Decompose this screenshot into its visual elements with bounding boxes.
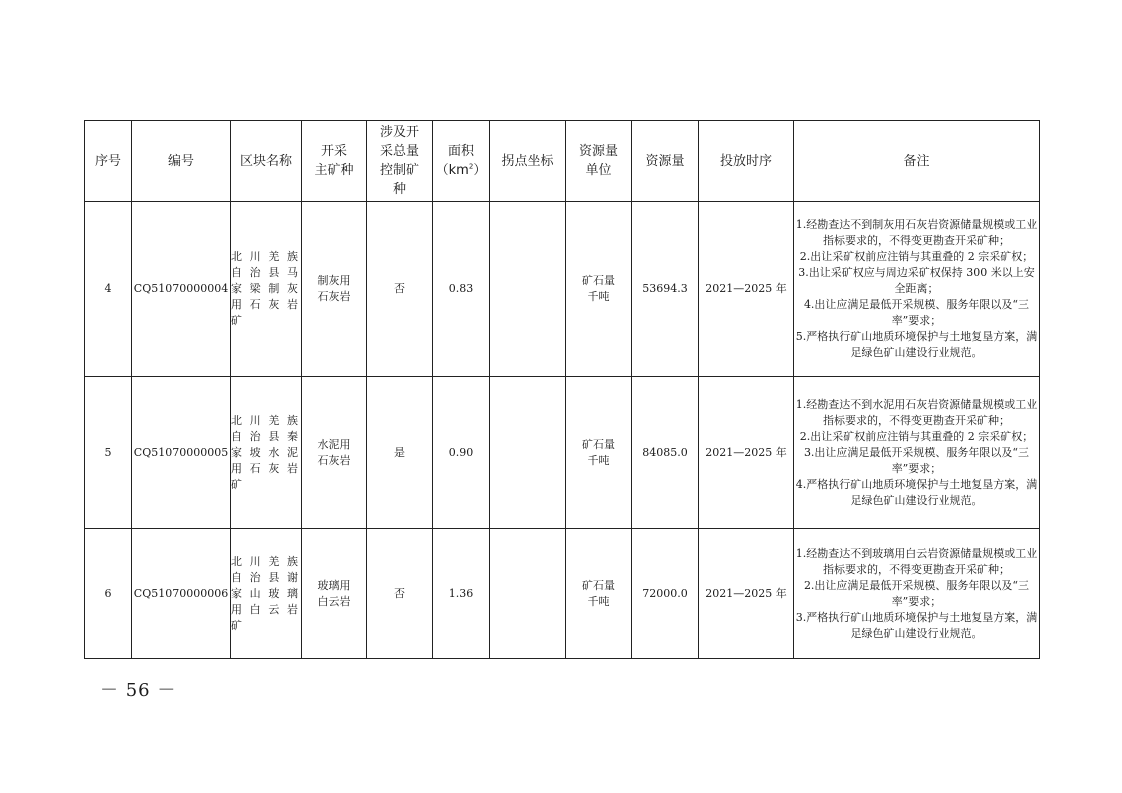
cell-coords <box>490 377 566 529</box>
cell-resource-unit <box>566 202 632 377</box>
header-area-unit <box>433 161 489 180</box>
cell-code: CQ51070000006 <box>132 529 231 659</box>
note-line: 3.出让采矿权应与周边采矿权保持 300 米以上安全距离； <box>798 266 1035 295</box>
header-block-name: 区块名称 <box>231 121 302 202</box>
table-row <box>85 529 1040 659</box>
page-number: － 56 － <box>100 680 177 701</box>
block-name-line: 用白云岩 <box>231 602 301 616</box>
header-controlled-line: 种 <box>392 182 406 197</box>
mining-block-table <box>84 120 1040 659</box>
cell-schedule: 2021—2025 年 <box>699 529 794 659</box>
cell-block-name <box>231 377 302 529</box>
block-name-line: 家梁制灰 <box>231 282 301 295</box>
cell-resource: 72000.0 <box>632 529 699 659</box>
unit-line: 矿石量 <box>582 578 615 592</box>
note-line: 2.出让采矿权前应注销与其重叠的 2 宗采矿权； <box>799 250 1034 263</box>
cell-resource: 53694.3 <box>632 202 699 377</box>
cell-seq: 4 <box>85 202 132 377</box>
block-name-line: 北川羌族 <box>231 413 301 427</box>
cell-area: 0.83 <box>433 202 490 377</box>
unit-line: 千吨 <box>587 594 610 608</box>
block-name-line: 自治县马 <box>231 266 301 279</box>
table-row <box>85 202 1040 377</box>
header-resource-unit-line: 资源量 <box>578 144 618 159</box>
header-coords: 拐点坐标 <box>490 121 566 202</box>
header-notes: 备注 <box>794 121 1040 202</box>
cell-resource-unit <box>566 377 632 529</box>
cell-notes <box>794 377 1040 529</box>
cell-main-mineral <box>302 377 367 529</box>
cell-coords <box>490 529 566 659</box>
cell-resource-unit <box>566 529 632 659</box>
cell-notes <box>794 202 1040 377</box>
cell-schedule: 2021—2025 年 <box>699 202 794 377</box>
cell-block-name <box>231 202 302 377</box>
block-name-line: 矿 <box>231 618 245 632</box>
note-line: 1.经勘查达不到玻璃用白云岩资源储量规模或工业指标要求的，不得变更勘查开采矿种； <box>795 546 1038 576</box>
header-controlled-line: 控制矿 <box>379 163 419 178</box>
unit-line: 矿石量 <box>582 274 615 287</box>
cell-controlled: 否 <box>367 529 433 659</box>
cell-controlled: 否 <box>367 202 433 377</box>
mineral-line: 玻璃用 <box>317 578 351 592</box>
block-name-line: 北川羌族 <box>231 554 301 568</box>
block-name-line: 自治县秦 <box>231 429 301 443</box>
note-line: 1.经勘查达不到制灰用石灰岩资源储量规模或工业指标要求的，不得变更勘查开采矿种； <box>795 218 1038 247</box>
mineral-line: 石灰岩 <box>317 453 351 467</box>
mineral-line: 制灰用 <box>317 274 351 287</box>
cell-code: CQ51070000004 <box>132 202 231 377</box>
cell-main-mineral <box>302 529 367 659</box>
block-name-line: 家山玻璃 <box>231 586 301 600</box>
table-row <box>85 377 1040 529</box>
header-seq: 序号 <box>85 121 132 202</box>
header-area <box>433 121 490 202</box>
header-code: 编号 <box>132 121 231 202</box>
area-unit-suffix: ） <box>473 163 487 178</box>
note-line: 3.出让应满足最低开采规模、服务年限以及“三率”要求； <box>803 445 1030 475</box>
cell-notes <box>794 529 1040 659</box>
unit-line: 千吨 <box>587 290 610 303</box>
block-name-line: 北川羌族 <box>231 250 301 263</box>
header-controlled-line: 涉及开 <box>379 125 419 140</box>
header-area-label: 面积 <box>447 144 474 159</box>
header-main-mineral <box>302 121 367 202</box>
area-unit-sup: 2 <box>468 162 474 171</box>
header-main-mineral-line: 主矿种 <box>314 163 354 178</box>
header-row <box>85 121 1040 202</box>
block-name-line: 家坡水泥 <box>231 445 301 459</box>
header-schedule: 投放时序 <box>699 121 794 202</box>
header-resource: 资源量 <box>632 121 699 202</box>
cell-code: CQ51070000005 <box>132 377 231 529</box>
block-name-line: 用石灰岩 <box>231 461 301 475</box>
block-name-line: 矿 <box>231 314 245 327</box>
note-line: 2.出让应满足最低开采规模、服务年限以及“三率”要求； <box>803 578 1030 608</box>
cell-area: 1.36 <box>433 529 490 659</box>
area-unit-prefix: （km <box>435 163 469 178</box>
header-main-mineral-line: 开采 <box>320 144 347 159</box>
block-name-line: 用石灰岩 <box>231 298 301 311</box>
mineral-line: 石灰岩 <box>317 290 351 303</box>
block-name-line: 自治县谢 <box>231 570 301 584</box>
header-controlled-line: 采总量 <box>379 144 419 159</box>
mineral-line: 水泥用 <box>317 437 351 451</box>
unit-line: 矿石量 <box>582 437 615 451</box>
cell-resource: 84085.0 <box>632 377 699 529</box>
note-line: 4.出让应满足最低开采规模、服务年限以及“三率”要求； <box>803 298 1030 327</box>
note-line: 3.严格执行矿山地质环境保护与土地复垦方案，满足绿色矿山建设行业规范。 <box>795 610 1038 640</box>
note-line: 5.严格执行矿山地质环境保护与土地复垦方案，满足绿色矿山建设行业规范。 <box>795 330 1038 359</box>
header-resource-unit <box>566 121 632 202</box>
header-controlled <box>367 121 433 202</box>
cell-schedule: 2021—2025 年 <box>699 377 794 529</box>
cell-coords <box>490 202 566 377</box>
cell-area: 0.90 <box>433 377 490 529</box>
note-line: 1.经勘查达不到水泥用石灰岩资源储量规模或工业指标要求的，不得变更勘查开采矿种； <box>795 397 1038 427</box>
unit-line: 千吨 <box>587 453 610 467</box>
note-line: 4.严格执行矿山地质环境保护与土地复垦方案，满足绿色矿山建设行业规范。 <box>795 477 1038 507</box>
block-name-line: 矿 <box>231 477 245 491</box>
cell-main-mineral <box>302 202 367 377</box>
cell-block-name <box>231 529 302 659</box>
note-line: 2.出让采矿权前应注销与其重叠的 2 宗采矿权； <box>799 429 1034 443</box>
header-resource-unit-line: 单位 <box>585 163 612 178</box>
mineral-line: 白云岩 <box>317 594 351 608</box>
cell-seq: 6 <box>85 529 132 659</box>
cell-controlled: 是 <box>367 377 433 529</box>
cell-seq: 5 <box>85 377 132 529</box>
